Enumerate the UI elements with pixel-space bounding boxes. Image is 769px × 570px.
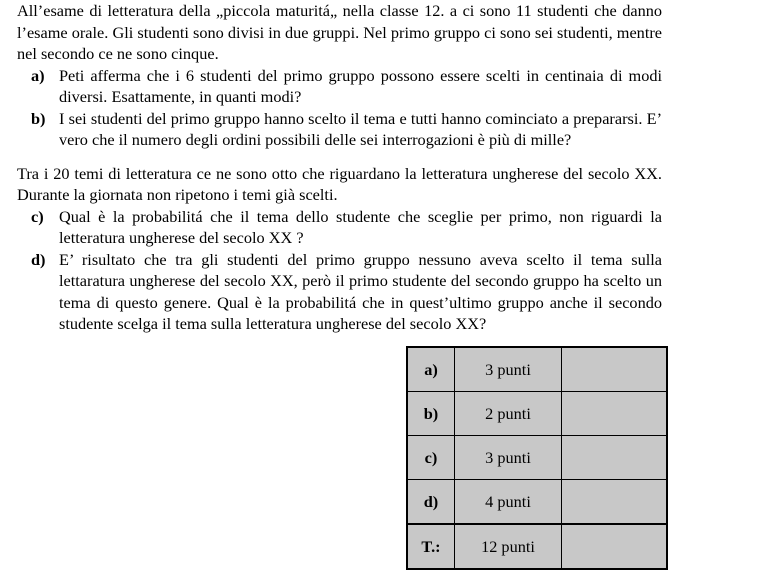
question-d bbox=[17, 249, 662, 335]
score-blank[interactable] bbox=[562, 347, 668, 392]
document-body bbox=[17, 0, 662, 335]
score-label: c) bbox=[407, 436, 455, 480]
question-a-text: Peti afferma che i 6 studenti del primo gruppo possono essere scelti in centinaia di modi diversi. Esattamente, in quanti modi? bbox=[59, 65, 662, 106]
question-c-label: c) bbox=[31, 206, 44, 226]
question-c bbox=[17, 206, 662, 249]
score-total-blank[interactable] bbox=[562, 524, 668, 569]
question-b-text: I sei studenti del primo gruppo hanno scelto il tema e tutti hanno cominciato a prepararsi. E’ vero che il numero degli ordini possibili delle sei interrogazioni è più di mille? bbox=[59, 108, 662, 149]
score-label: b) bbox=[407, 392, 455, 436]
score-total-row bbox=[407, 524, 667, 569]
score-blank[interactable] bbox=[562, 436, 668, 480]
question-b bbox=[17, 108, 662, 151]
score-points: 4 punti bbox=[455, 480, 562, 525]
question-a bbox=[17, 65, 662, 108]
score-label: a) bbox=[407, 347, 455, 392]
score-total-points: 12 punti bbox=[455, 524, 562, 569]
question-c-text: Qual è la probabilitá che il tema dello studente che sceglie per primo, non riguardi la letteratura ungherese del secolo XX ? bbox=[59, 206, 662, 247]
question-b-label: b) bbox=[31, 108, 46, 128]
score-table bbox=[406, 346, 668, 570]
score-row bbox=[407, 436, 667, 480]
intro2-paragraph: Tra i 20 temi di letteratura ce ne sono otto che riguardano la letteratura ungherese del secolo XX. Durante la giornata non ripetono i temi già scelti. bbox=[17, 163, 662, 204]
question-d-label: d) bbox=[31, 249, 46, 269]
intro-paragraph: All’esame di letteratura della „piccola maturitá„ nella classe 12. a ci sono 11 studenti che danno l’esame orale. Gli studenti sono divisi in due gruppi. Nel primo gruppo ci sono sei studenti, mentre nel secondo ce ne sono cinque. bbox=[17, 1, 662, 63]
score-points: 3 punti bbox=[455, 436, 562, 480]
score-blank[interactable] bbox=[562, 480, 668, 525]
score-points: 3 punti bbox=[455, 347, 562, 392]
score-points: 2 punti bbox=[455, 392, 562, 436]
score-total-label: T.: bbox=[407, 524, 455, 569]
score-row bbox=[407, 392, 667, 436]
score-row bbox=[407, 347, 667, 392]
score-row bbox=[407, 480, 667, 525]
question-d-text: E’ risultato che tra gli studenti del primo gruppo nessuno aveva scelto il tema sulla lettaratura ungherese del secolo XX, però il primo studente del secondo gruppo ha scelto un tema di questo genere. Qual è la probabilitá che in quest’ultimo gruppo anche il secondo studente scelga il tema sulla letteratura ungherese del secolo XX? bbox=[59, 249, 662, 333]
score-blank[interactable] bbox=[562, 392, 668, 436]
score-label: d) bbox=[407, 480, 455, 525]
question-a-label: a) bbox=[31, 65, 45, 85]
